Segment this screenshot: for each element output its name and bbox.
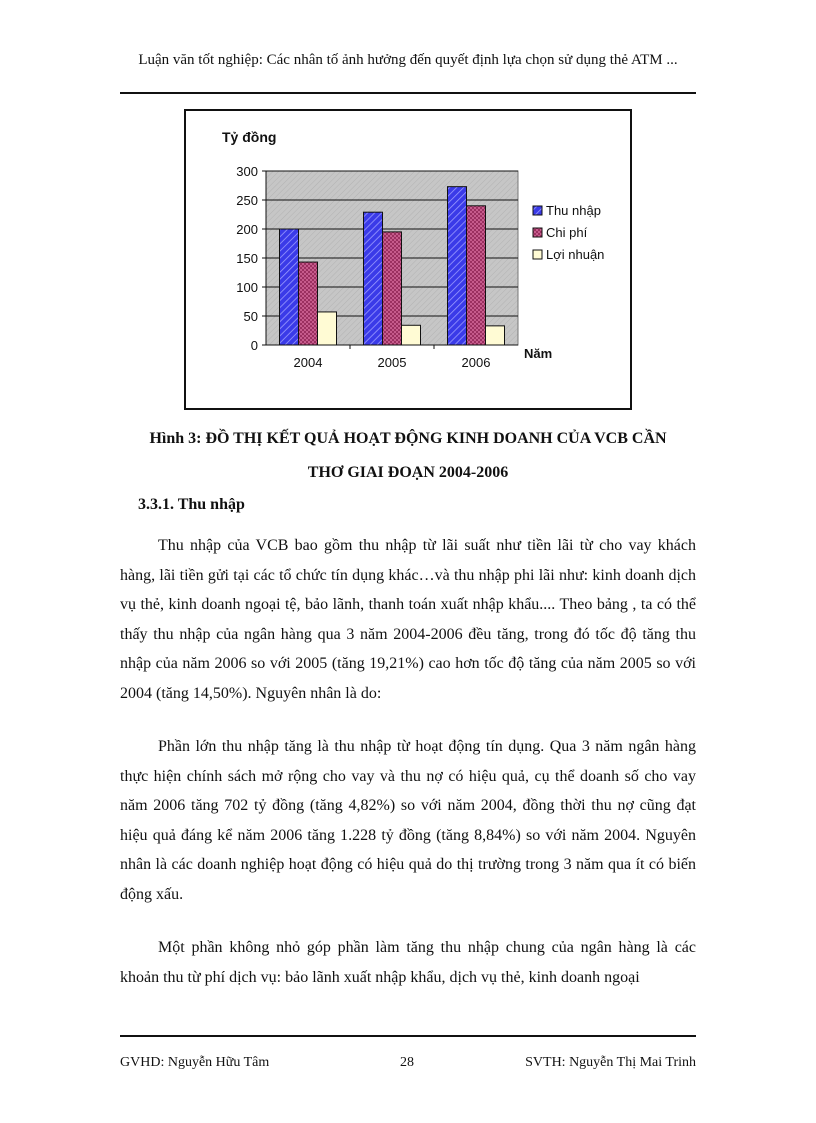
y-tick-label: 300	[236, 164, 258, 179]
legend-swatch	[533, 250, 542, 259]
plot-area	[236, 164, 518, 370]
footer-advisor: GVHD: Nguyễn Hữu Tâm	[120, 1055, 270, 1070]
bar-chi-phí	[299, 262, 318, 345]
footer-page-number: 28	[400, 1055, 414, 1070]
y-tick-label: 200	[236, 222, 258, 237]
x-tick-label: 2006	[461, 355, 491, 370]
bar-chart	[186, 111, 630, 408]
y-tick-label: 100	[236, 280, 258, 295]
footer-rule	[120, 1035, 696, 1037]
section-heading: 3.3.1. Thu nhập	[138, 496, 245, 513]
paragraph-2: Phần lớn thu nhập tăng là thu nhập từ hoạt động tín dụng. Qua 3 năm ngân hàng thực hiện chính sách mở rộng cho vay và thu nợ có hiệu quả, cụ thể doanh số cho vay năm 2006 tăng 702 tỷ đồng (tăng 4,82%) so với năm 2004, đồng thời thu nợ cũng đạt hiệu quả đáng kể năm 2006 tăng 1.228 tỷ đồng (tăng 8,84%) so với năm 2004. Nguyên nhân là các doanh nghiệp hoạt động có hiệu quả do thị trường trong 3 năm qua ít có biến động xấu.	[120, 738, 696, 903]
footer-student: SVTH: Nguyễn Thị Mai Trinh	[525, 1055, 696, 1070]
header-rule	[120, 92, 696, 94]
paragraph-1: Thu nhập của VCB bao gồm thu nhập từ lãi suất như tiền lãi từ cho vay khách hàng, lãi tiền gửi tại các tổ chức tín dụng khác…và thu nhập phi lãi như: kinh doanh dịch vụ thẻ, kinh doanh ngoại tệ, bảo lãnh, thanh toán xuất nhập khẩu.... Theo bảng , ta có thể thấy thu nhập của ngân hàng qua 3 năm 2004-2006 đều tăng, trong đó tốc độ tăng thu nhập của năm 2006 so với 2005 (tăng 19,21%) cao hơn tốc độ tăng của năm 2005 so với 2004 (tăng 14,50%). Nguyên nhân là do:	[120, 537, 696, 702]
y-tick-label: 0	[250, 338, 258, 353]
figure-caption-line-2: THƠ GIAI ĐOẠN 2004-2006	[307, 464, 509, 481]
figure-caption-line-1: Hình 3: ĐỒ THỊ KẾT QUẢ HOẠT ĐỘNG KINH DOANH CỦA VCB CẦN	[149, 430, 667, 447]
legend-label: Chi phí	[546, 225, 588, 240]
y-tick-label: 150	[236, 251, 258, 266]
bar-thu-nhập	[364, 212, 383, 345]
chart-frame	[184, 109, 632, 410]
x-axis-title: Năm	[524, 346, 553, 361]
x-tick-label: 2004	[293, 355, 323, 370]
bar-chi-phí	[383, 232, 402, 345]
legend-swatch	[533, 206, 542, 215]
legend	[533, 203, 604, 262]
bar-lợi-nhuận	[318, 312, 337, 345]
bar-thu-nhập	[280, 229, 299, 345]
bar-chi-phí	[467, 206, 486, 345]
bar-thu-nhập	[448, 187, 467, 345]
running-header: Luận văn tốt nghiệp: Các nhân tố ảnh hưởng đến quyết định lựa chọn sử dụng thẻ ATM ...	[138, 52, 678, 68]
y-tick-label: 50	[243, 309, 258, 324]
legend-label: Lợi nhuận	[546, 247, 605, 262]
paragraph-3: Một phần không nhỏ góp phần làm tăng thu nhập chung của ngân hàng là các khoản thu từ phí dịch vụ: bảo lãnh xuất nhập khẩu, dịch vụ thẻ, kinh doanh ngoại	[120, 939, 696, 986]
x-tick-label: 2005	[377, 355, 407, 370]
bar-lợi-nhuận	[486, 326, 505, 345]
bar-lợi-nhuận	[402, 325, 421, 345]
legend-label: Thu nhập	[546, 203, 601, 218]
y-tick-label: 250	[236, 193, 258, 208]
y-axis-title: Tỷ đồng	[222, 129, 277, 145]
legend-swatch	[533, 228, 542, 237]
